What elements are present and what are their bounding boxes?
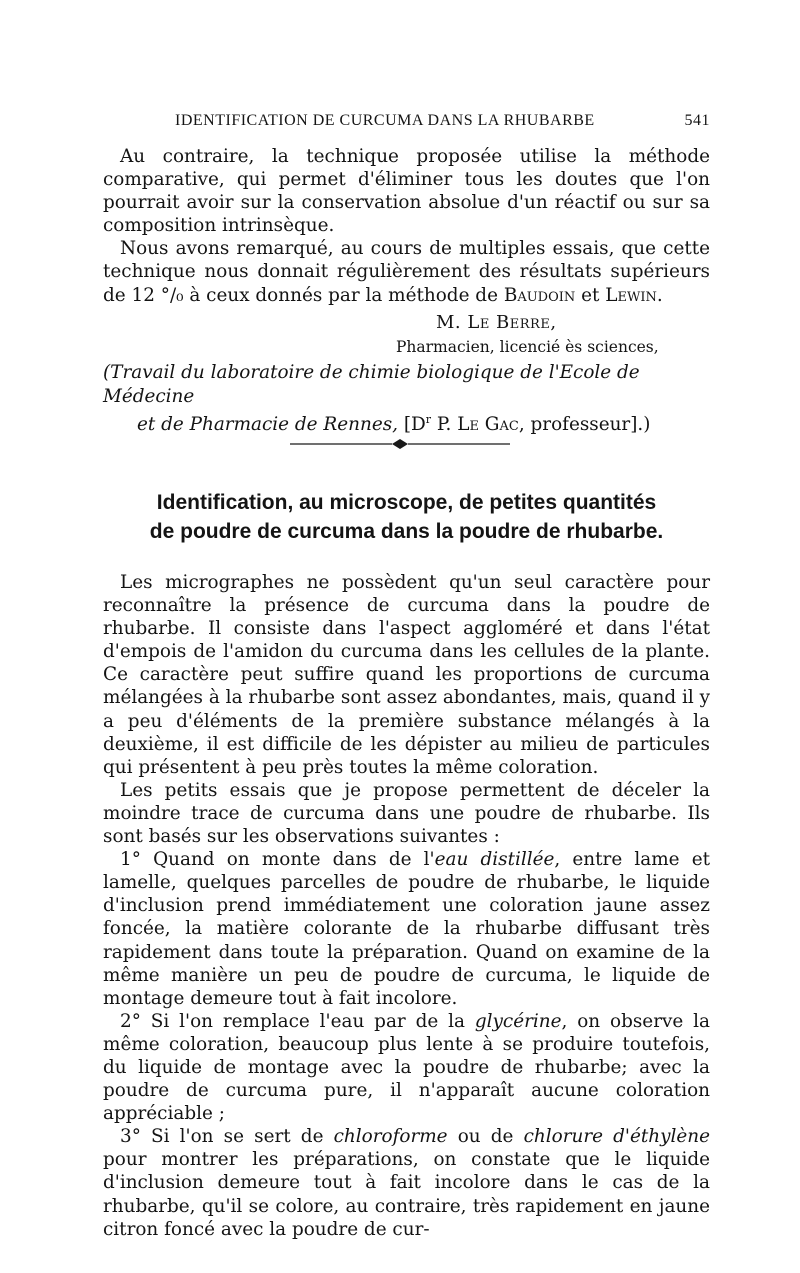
- numbered-observation: 1° Quand on monte dans de l'eau distillée, entre lame et lamelle, quelques parcelles de poudre de rhubarbe, le liquide d'inclusion prend immédiatement une coloration jaune assez foncée, la matière colorante de la rhubarbe diffusant très rapidement dans toute la préparation. Quand on examine de la même manière un peu de poudre de curcuma, le liquide de montage demeure tout à fait incolore.: [103, 849, 710, 1009]
- article-title-line: de poudre de curcuma dans la poudre de rhubarbe.: [149, 520, 664, 543]
- paragraph: Les petits essais que je propose permettent de déceler la moindre trace de curcuma dans une poudre de rhubarbe. Ils sont basés sur les observations suivantes :: [103, 779, 710, 848]
- running-title: IDENTIFICATION DE CURCUMA DANS LA RHUBARBE: [175, 112, 595, 129]
- article-title-line: Identification, au microscope, de petites quantités: [156, 491, 657, 514]
- previous-article-conclusion: [103, 145, 710, 307]
- article-body: [103, 571, 710, 1241]
- paragraph: Nous avons remarqué, au cours de multiples essais, que cette technique nous donnait régulièrement des résultats supérieurs de 12 °/₀ à ceux donnés par la méthode de Baudoin et Lewin.: [103, 238, 710, 306]
- laboratory-credit: [103, 361, 710, 437]
- signature-name: M. Le Berre,: [436, 312, 557, 333]
- page-number: 541: [684, 112, 710, 129]
- signature-role: Pharmacien, licencié ès sciences,: [396, 338, 659, 356]
- running-header: [175, 112, 710, 130]
- author-name-lewin: Lewin: [605, 284, 657, 306]
- author-name-baudoin: Baudoin: [503, 284, 576, 306]
- credit-line: (Travail du laboratoire de chimie biologique de l'Ecole de Médecine: [103, 362, 640, 407]
- section-divider: [290, 437, 510, 451]
- numbered-observation: 3° Si l'on se sert de chloroforme ou de chlorure d'éthylène pour montrer les préparations, on constate que le liquide d'inclusion demeure tout à fait incolore dans le cas de la rhubarbe, qu'il se colore, au contraire, très rapidement en jaune citron foncé avec la poudre de cur-: [103, 1126, 710, 1240]
- numbered-observation: 2° Si l'on remplace l'eau par de la glycérine, on observe la même coloration, beaucoup plus lente à se produire toutefois, du liquide de montage avec la poudre de rhubarbe; avec la poudre de curcuma pure, il n'apparaît aucune coloration appréciable ;: [103, 1010, 710, 1125]
- paragraph: Au contraire, la technique proposée utilise la méthode comparative, qui permet d'éliminer tous les doutes que l'on pourrait avoir sur la conservation absolue d'un réactif ou sur sa composition intrinsèque.: [103, 146, 710, 237]
- paragraph: Les micrographes ne possèdent qu'un seul caractère pour reconnaître la présence de curcuma dans la poudre de rhubarbe. Il consiste dans l'aspect aggloméré et dans l'état d'empois de l'amidon du curcuma dans les cellules de la plante. Ce caractère peut suffire quand les proportions de curcuma mélangées à la rhubarbe sont assez abondantes, mais, quand il y a peu d'éléments de la première substance mélangés à la deuxième, il est difficile de les dépister au milieu de particules qui présentent à peu près toutes la même coloration.: [103, 572, 710, 778]
- credit-line: et de Pharmacie de Rennes, [$D^r$ P. Le Gac, professeur].): [137, 413, 651, 436]
